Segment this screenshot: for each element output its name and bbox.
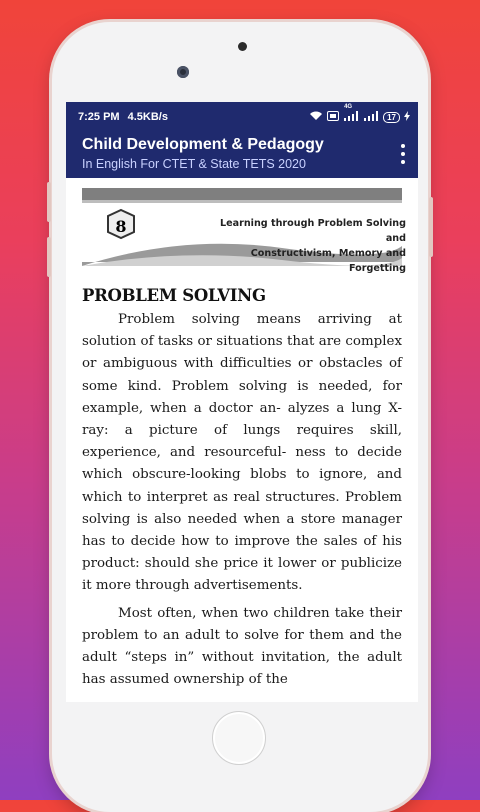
- chapter-title-line: Constructivism, Memory and Forgetting: [250, 248, 406, 274]
- home-button[interactable]: [212, 711, 266, 765]
- status-bar: [66, 102, 418, 132]
- volume-button: [47, 237, 51, 277]
- screen: [66, 102, 418, 702]
- volume-button: [47, 182, 51, 222]
- phone-frame: [52, 22, 428, 812]
- speaker-icon: [238, 42, 247, 51]
- book-page[interactable]: [66, 188, 418, 691]
- network-label: 4G: [344, 103, 353, 110]
- app-subtitle: In English For CTET & State TETS 2020: [82, 157, 306, 171]
- status-speed: 4.5KB/s: [127, 111, 168, 123]
- app-title: Child Development & Pedagogy: [82, 136, 324, 153]
- charging-icon: [404, 111, 410, 124]
- signal-icon: [343, 103, 359, 124]
- section-heading: PROBLEM SOLVING: [82, 286, 266, 305]
- chapter-title: [206, 216, 406, 276]
- body-text: [82, 309, 402, 691]
- status-time: 7:25 PM: [78, 111, 120, 123]
- wifi-icon: [309, 110, 323, 124]
- camera-icon: [177, 66, 189, 78]
- signal-icon: [363, 111, 379, 124]
- battery-icon: [383, 112, 400, 123]
- chapter-title-line: Learning through Problem Solving and: [220, 218, 406, 244]
- volte-icon: [327, 111, 339, 124]
- app-bar: [66, 132, 418, 178]
- more-vert-icon[interactable]: [398, 144, 408, 164]
- chapter-number: 8: [115, 217, 127, 236]
- paragraph: Problem solving means arriving at solution of tasks or situations that are complex or ambiguous with difficulties or obstacles of some kind. Problem solving is needed, for example, when a doctor an- alyzes a lung X-ray: a picture of lungs requires skill, experience, and resourceful- ness to decide which obscure-looking blobs to ignore, and which to interpret as real structures. Problem solving is also needed when a store manager has to decide how to improve the sales of his product: should she price it lower or publicize it more through advertisements.: [82, 312, 402, 594]
- paragraph: Most often, when two children take their problem to an adult to solve for them and the adult “steps in” without invitation, the adult has assumed ownership of the: [82, 605, 402, 688]
- power-button: [429, 197, 433, 257]
- chapter-header: [82, 188, 406, 280]
- battery-level: 17: [387, 112, 396, 122]
